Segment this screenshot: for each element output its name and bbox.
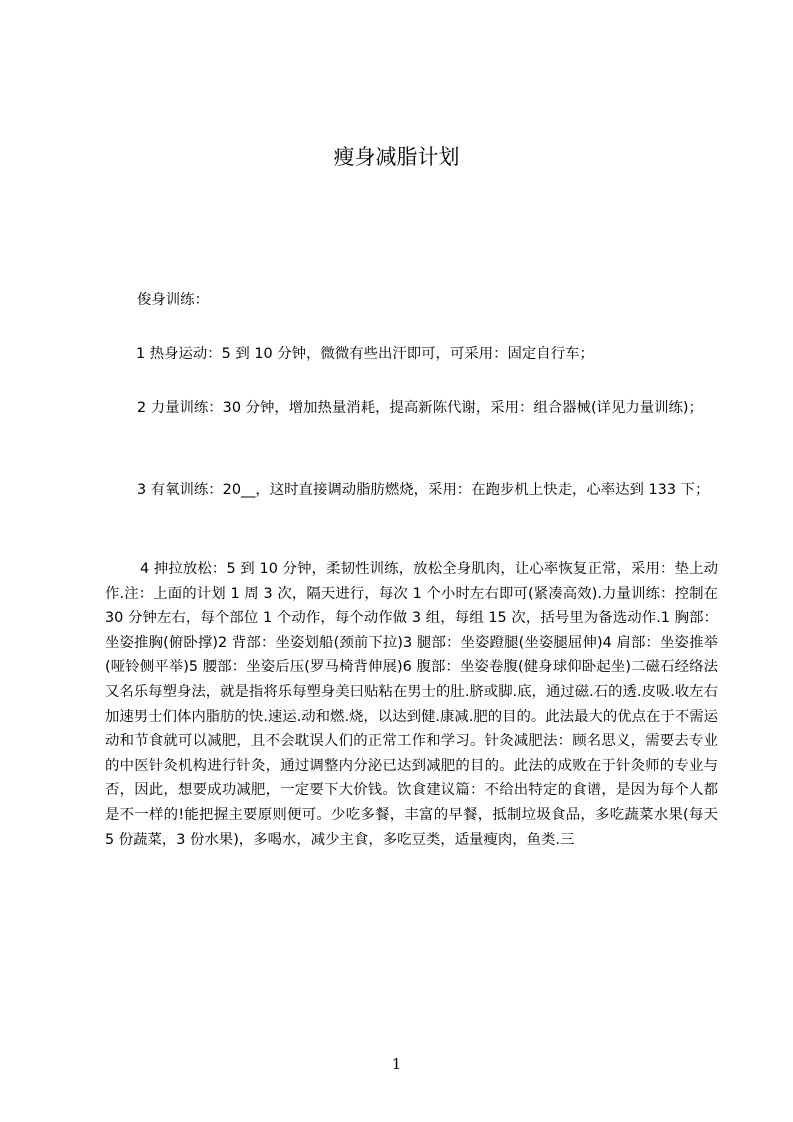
paragraph-aerobic-training: 3 有氧训练：20__，这时直接调动脂肪燃烧，采用：在跑步机上快走，心率达到 133 下； [137, 482, 710, 498]
page-number: 1 [391, 1055, 402, 1073]
document-title: 瘦身减脂计划 [333, 145, 460, 169]
paragraph-strength-training: 2 力量训练：30 分钟，增加热量消耗，提高新陈代谢，采用：组合器械(详见力量训练)； [137, 400, 703, 416]
paragraph-stretch-and-notes: 4 抻拉放松：5 到 10 分钟，柔韧性训练，放松全身肌肉，让心率恢复正常，采用：垫上动作.注：上面的计划 1 周 3 次，隔天进行，每次 1 个小时左右即可(紧凑高效).力量训练：控制在 30 分钟左右，每个部位 1 个动作，每个动作做 3 组，每组 15 次，括号里为备选动作.1 胸部：坐姿推胸(俯卧撑)2 背部：坐姿划船(颈前下拉)3 腿部：坐姿蹬腿(坐姿腿屈伸)4 肩部：坐姿推举(哑铃侧平举)5 腰部：坐姿后压(罗马椅背伸展)6 腹部：坐姿卷腹(健身球仰卧起坐)二磁石经络法又名乐每塑身法，就是指将乐每塑身美曰贴粘在男士的肚.脐或脚.底，通过磁.石的透.皮吸.收左右加速男士们体内脂肪的快.速运.动和燃.烧，以达到健.康减.肥的目的。此法最大的优点在于不需运动和节食就可以减肥，且不会耽误人们的正常工作和学习。针灸减肥法：顾名思义，需要去专业的中医针灸机构进行针灸，通过调整内分泌已达到减肥的目的。此法的成败在于针灸师的专业与否，因此，想要成功减肥，一定要下大价钱。饮食建议篇：不给出特定的食谱，是因为每个人都是不一样的!能把握主要原则便可。少吃多餐，丰富的早餐，抵制垃圾食品，多吃蔬菜水果(每天 5 份蔬菜，3 份水果)，多喝水，减少主食，多吃豆类，适量瘦肉，鱼类.三 [105, 561, 718, 848]
section-heading: 俊身训练： [137, 292, 209, 308]
paragraph-warmup: 1 热身运动：5 到 10 分钟，微微有些出汗即可，可采用：固定自行车； [136, 346, 594, 362]
